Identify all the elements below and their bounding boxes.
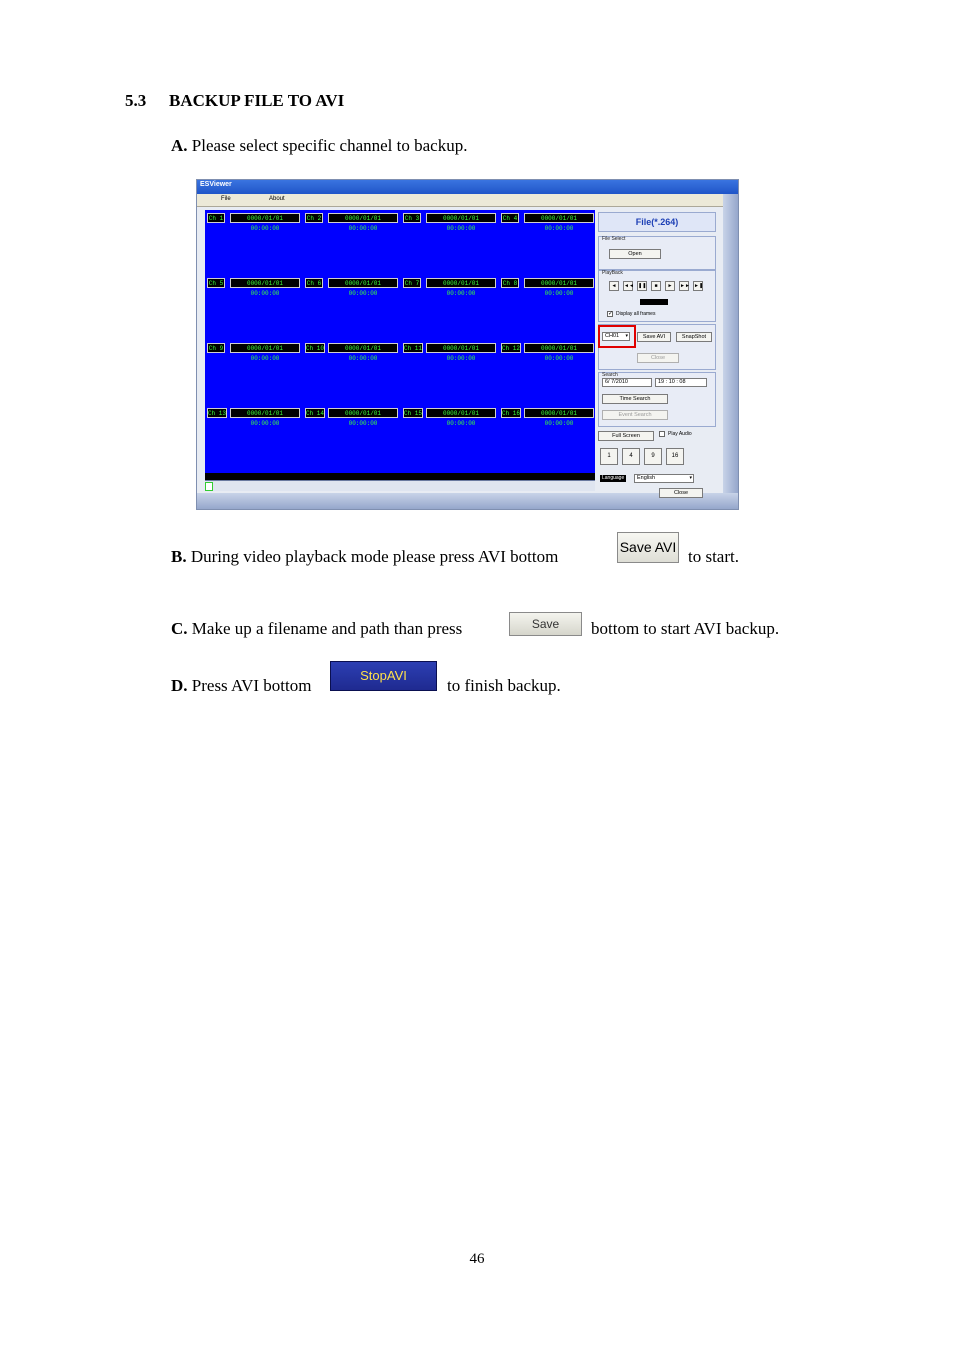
channel-label: Ch 2 bbox=[306, 215, 322, 222]
step-d bbox=[171, 676, 311, 696]
step-b-label: B. bbox=[171, 547, 187, 566]
channel-timestamp: 0000/01/01 00:00:00 bbox=[426, 343, 496, 353]
step-c-after: bottom to start AVI backup. bbox=[591, 619, 780, 638]
play-audio-checkbox[interactable] bbox=[659, 431, 665, 437]
step-b-text: During video playback mode please press AVI bottom bbox=[190, 547, 559, 566]
channel-row-4 bbox=[207, 408, 597, 427]
channel-timestamp: 0000/01/01 00:00:00 bbox=[328, 213, 398, 223]
playback-group bbox=[598, 270, 716, 322]
step-a bbox=[171, 136, 467, 156]
channel-label: Ch 5 bbox=[208, 280, 224, 287]
channel-timestamp: 0000/01/01 00:00:00 bbox=[524, 213, 594, 223]
channel-timestamp: 0000/01/01 00:00:00 bbox=[426, 408, 496, 418]
save-button-image: Save bbox=[509, 612, 582, 636]
step-d-text: Press AVI bottom bbox=[191, 676, 312, 695]
chevron-down-icon: ▾ bbox=[625, 333, 628, 339]
channel-timestamp: 0000/01/01 00:00:00 bbox=[230, 213, 300, 223]
chevron-down-icon: ▾ bbox=[689, 475, 692, 481]
pause-button[interactable]: ❚❚ bbox=[638, 283, 647, 289]
channel-timestamp: 0000/01/01 00:00:00 bbox=[328, 278, 398, 288]
channel-timestamp: 0000/01/01 00:00:00 bbox=[328, 408, 398, 418]
channel-label: Ch 16 bbox=[502, 410, 521, 417]
play-button[interactable]: ► bbox=[665, 281, 675, 291]
search-date-field[interactable] bbox=[602, 378, 652, 387]
play-audio-label: Play Audio bbox=[668, 431, 692, 437]
channel-label: Ch 3 bbox=[404, 215, 420, 222]
window-titlebar bbox=[197, 180, 739, 194]
channel-select-value: CH01 bbox=[605, 333, 620, 339]
stop-avi-button-image: StopAVI bbox=[330, 661, 437, 691]
window-title: ESViewer bbox=[200, 181, 232, 188]
menu-bar bbox=[197, 194, 739, 207]
step-c bbox=[171, 619, 462, 639]
seek-slider[interactable] bbox=[205, 480, 595, 491]
speed-indicator bbox=[640, 299, 668, 305]
channel-label: Ch 15 bbox=[404, 410, 423, 417]
channel-timestamp: 0000/01/01 00:00:00 bbox=[524, 278, 594, 288]
layout-16-button[interactable]: 16 bbox=[666, 448, 684, 465]
step-a-text: Please select specific channel to backup. bbox=[191, 136, 468, 155]
channel-label: Ch 4 bbox=[502, 215, 518, 222]
search-date-value: 6/ 7/2010 bbox=[605, 379, 628, 385]
language-label: Language bbox=[602, 475, 625, 481]
full-screen-button[interactable]: Full Screen bbox=[598, 431, 654, 441]
channel-timestamp: 0000/01/01 00:00:00 bbox=[524, 343, 594, 353]
save-avi-button-image: Save AVI bbox=[617, 532, 679, 563]
step-a-label: A. bbox=[171, 136, 188, 155]
channel-label: Ch 11 bbox=[404, 345, 423, 352]
channel-label: Ch 7 bbox=[404, 280, 420, 287]
search-time-value: 19 : 10 : 08 bbox=[658, 379, 686, 385]
layout-9-button[interactable]: 9 bbox=[644, 448, 662, 465]
window-frame-right bbox=[723, 194, 739, 510]
channel-label: Ch 6 bbox=[306, 280, 322, 287]
search-group bbox=[598, 372, 716, 427]
channel-timestamp: 0000/01/01 00:00:00 bbox=[230, 278, 300, 288]
file-select-group bbox=[598, 236, 716, 270]
menu-file[interactable]: File bbox=[221, 196, 231, 202]
playback-label: PlayBack bbox=[602, 270, 623, 276]
channel-label: Ch 8 bbox=[502, 280, 518, 287]
display-all-frames-checkbox[interactable]: ✓ bbox=[608, 311, 614, 317]
step-d-label: D. bbox=[171, 676, 188, 695]
channel-label: Ch 1 bbox=[208, 215, 224, 222]
channel-row-3 bbox=[207, 343, 597, 362]
step-d-after: to finish backup. bbox=[447, 676, 561, 695]
menu-about[interactable]: About bbox=[269, 196, 285, 202]
next-frame-button[interactable]: ►❚ bbox=[694, 283, 704, 289]
language-value: English bbox=[637, 475, 656, 481]
close-button[interactable]: Close bbox=[659, 488, 703, 498]
channel-timestamp: 0000/01/01 00:00:00 bbox=[230, 343, 300, 353]
close-file-button[interactable]: Close bbox=[637, 353, 679, 363]
panel-title: File(*.264) bbox=[598, 212, 716, 232]
prev-button[interactable]: ◄ bbox=[609, 281, 619, 291]
open-button[interactable]: Open bbox=[609, 249, 661, 259]
channel-timestamp: 0000/01/01 00:00:00 bbox=[524, 408, 594, 418]
language-select[interactable] bbox=[634, 474, 694, 483]
layout-4-button[interactable]: 4 bbox=[622, 448, 640, 465]
event-search-button[interactable]: Event Search bbox=[602, 410, 668, 420]
search-time-field[interactable] bbox=[655, 378, 707, 387]
seek-slider-handle[interactable] bbox=[205, 482, 213, 491]
app-screenshot bbox=[196, 179, 739, 510]
snapshot-button[interactable]: SnapShot bbox=[676, 332, 712, 342]
rewind-button[interactable]: ◄◄ bbox=[624, 283, 634, 289]
channel-label: Ch 10 bbox=[306, 345, 325, 352]
page-number: 46 bbox=[469, 1251, 485, 1267]
channel-label: Ch 9 bbox=[208, 345, 224, 352]
channel-row-1 bbox=[207, 213, 597, 232]
layout-1-button[interactable]: 1 bbox=[600, 448, 618, 465]
step-b-after: to start. bbox=[688, 547, 739, 566]
display-all-frames-label: Display all frames bbox=[616, 311, 656, 317]
video-grid[interactable] bbox=[205, 210, 595, 473]
channel-timestamp: 0000/01/01 00:00:00 bbox=[328, 343, 398, 353]
channel-timestamp: 0000/01/01 00:00:00 bbox=[426, 213, 496, 223]
stop-button[interactable]: ■ bbox=[651, 281, 661, 291]
file-select-label: File Select bbox=[602, 236, 626, 242]
search-label: Search bbox=[602, 372, 618, 378]
section-title: BACKUP FILE TO AVI bbox=[169, 91, 345, 110]
save-avi-button[interactable]: Save AVI bbox=[637, 332, 671, 342]
step-c-text: Make up a filename and path than press bbox=[191, 619, 463, 638]
channel-label: Ch 13 bbox=[208, 410, 227, 417]
channel-label: Ch 12 bbox=[502, 345, 521, 352]
timeline-bar bbox=[205, 473, 595, 480]
channel-row-2 bbox=[207, 278, 597, 297]
time-search-button[interactable]: Time Search bbox=[602, 394, 668, 404]
channel-select-highlight bbox=[598, 325, 636, 348]
channel-timestamp: 0000/01/01 00:00:00 bbox=[426, 278, 496, 288]
fast-forward-button[interactable]: ►► bbox=[680, 283, 690, 289]
channel-timestamp: 0000/01/01 00:00:00 bbox=[230, 408, 300, 418]
section-heading bbox=[125, 91, 344, 111]
step-c-label: C. bbox=[171, 619, 188, 638]
section-number: 5.3 bbox=[125, 91, 147, 110]
channel-label: Ch 14 bbox=[306, 410, 325, 417]
step-b bbox=[171, 547, 558, 567]
window-frame-bottom bbox=[197, 493, 739, 510]
